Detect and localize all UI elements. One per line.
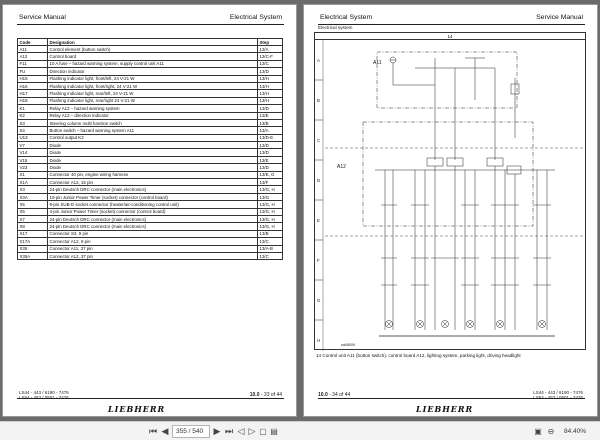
step-cell: 13/E: [258, 112, 283, 119]
header-rule: [318, 24, 585, 25]
code-cell: A12: [18, 53, 48, 60]
designation-cell: 24-pin Deutsch DRC connector (main electronics): [48, 215, 258, 222]
designation-cell: Connector A12, 9 pin: [48, 238, 258, 245]
designation-cell: Connector A12, 37 pin: [48, 252, 258, 259]
schematic-header: 14: [315, 33, 585, 40]
table-row: [18, 201, 283, 208]
table-row: [18, 223, 283, 230]
step-cell: 13/A-B: [258, 245, 283, 252]
next-page-icon[interactable]: ▶: [213, 426, 221, 436]
code-cell: K2: [18, 112, 48, 119]
designation-cell: Control output K2: [48, 134, 258, 141]
code-cell: X6: [18, 208, 48, 215]
footer-model-line: LS44 - 443 / 6190 - 7476: [19, 390, 69, 395]
table-row: [18, 53, 283, 60]
step-cell: 13/H: [258, 97, 283, 104]
step-cell: 13/D-E: [258, 134, 283, 141]
table-row: [18, 119, 283, 126]
table-row: [18, 112, 283, 119]
zoom-out-icon[interactable]: ⊖: [547, 427, 555, 436]
header-left-text: Electrical System: [320, 14, 373, 21]
designation-cell: Diode: [48, 149, 258, 156]
table-row: [18, 193, 283, 200]
header-rule: [17, 24, 284, 25]
label-a12: A12: [337, 164, 346, 170]
code-cell: X17: [18, 230, 48, 237]
footer-rule: [17, 398, 284, 399]
table-row: [18, 90, 283, 97]
table-row: [18, 156, 283, 163]
table-header-designation: Designation: [48, 39, 258, 46]
code-cell: V23: [18, 164, 48, 171]
step-cell: 13/H: [258, 75, 283, 82]
footer-model-line: LS44 - 443 / 6190 - 7476: [533, 390, 583, 395]
designation-cell: Steering column multi function switch: [48, 119, 258, 126]
code-cell: H17: [18, 90, 48, 97]
step-cell: 13/G: [258, 193, 283, 200]
header-left-text: Service Manual: [19, 14, 66, 21]
designation-cell: Diode: [48, 164, 258, 171]
schematic-frame: [314, 32, 586, 350]
step-cell: 13/H: [258, 82, 283, 89]
step-cell: 13/D: [258, 142, 283, 149]
designation-cell: Connector A11, 37 pin: [48, 245, 258, 252]
code-cell: X1A: [18, 179, 48, 186]
footer-rule: [318, 398, 585, 399]
table-row: [18, 142, 283, 149]
table-row: [18, 127, 283, 134]
table-row: [18, 230, 283, 237]
designation-cell: Relay A12 – direction indicator: [48, 112, 258, 119]
footer-page-count: - 33 of 44: [259, 392, 282, 398]
step-cell: 13/G, H: [258, 223, 283, 230]
designation-cell: Connector 40 pin, engine wiring harness: [48, 171, 258, 178]
designation-cell: Diode: [48, 142, 258, 149]
footer-page-count: - 34 of 44: [327, 392, 351, 398]
table-row: [18, 105, 283, 112]
code-cell: H16: [18, 82, 48, 89]
table-body: [18, 46, 283, 260]
drawing-number: ea08009: [341, 343, 355, 347]
row-letter: H: [317, 338, 321, 343]
label-a11: A11: [373, 60, 382, 66]
table-row: [18, 68, 283, 75]
row-letter: G: [317, 298, 321, 303]
wiring-schematic: [315, 40, 587, 351]
step-cell: 13/D: [258, 164, 283, 171]
code-cell: X35: [18, 245, 48, 252]
figure-caption: 14 Control unit A11 (button switch), control board A12, lighting system, parking light, driving headlight: [316, 353, 521, 358]
table-row: [18, 179, 283, 186]
step-cell: 13/G, H: [258, 215, 283, 222]
designation-cell: Relay A12 – hazard warning system: [48, 105, 258, 112]
table-row: [18, 238, 283, 245]
step-cell: 13/G, H: [258, 208, 283, 215]
back-icon[interactable]: ◁: [237, 426, 245, 436]
designation-cell: Connector S3, 9 pin: [48, 230, 258, 237]
row-letter: F: [317, 258, 320, 263]
code-cell: A11: [18, 46, 48, 53]
code-table: [17, 38, 283, 260]
table-row: [18, 215, 283, 222]
designation-cell: 10-pin Junior Power Timer (socket) connector (control board): [48, 193, 258, 200]
step-cell: 13/D: [258, 105, 283, 112]
footer-model-line: LS54 - 453 / 0501 - 7476: [19, 395, 69, 401]
forward-icon[interactable]: ▷: [248, 426, 256, 436]
designation-cell: Flashing indicator light, rear/left, 24 V-21 W: [48, 90, 258, 97]
code-cell: FU: [18, 68, 48, 75]
designation-cell: Control board: [48, 53, 258, 60]
designation-cell: Connector A12, 15 pin: [48, 179, 258, 186]
table-row: [18, 171, 283, 178]
designation-cell: 24-pin Deutsch DRC connector (main electronics): [48, 186, 258, 193]
code-cell: V7: [18, 142, 48, 149]
code-cell: X8: [18, 223, 48, 230]
code-cell: V14: [18, 149, 48, 156]
code-cell: F11: [18, 60, 48, 67]
table-row: [18, 134, 283, 141]
row-letter: B: [317, 98, 320, 103]
footer-model-line: LS54 - 453 / 0501 - 7476: [533, 395, 583, 401]
table-header-step: Step: [258, 39, 283, 46]
designation-cell: 9-pin SUB-D socket connector (heater/air-conditioning control unit): [48, 201, 258, 208]
step-cell: 13/E, G: [258, 171, 283, 178]
page-left: [2, 4, 297, 417]
sub-header-text: Electrical system: [318, 25, 353, 30]
row-letter: D: [317, 178, 321, 183]
previous-page-icon[interactable]: ◀: [161, 426, 169, 436]
step-cell: 13/C: [258, 60, 283, 67]
code-cell: X1: [18, 171, 48, 178]
table-row: [18, 75, 283, 82]
designation-cell: Control element (button switch): [48, 46, 258, 53]
header-right-text: Service Manual: [536, 14, 583, 21]
liebherr-logo: LIEBHERR: [416, 404, 474, 414]
first-page-icon[interactable]: ⏮: [148, 426, 158, 436]
zoom-level[interactable]: 84.40%: [564, 428, 587, 435]
stop-icon[interactable]: ▢: [259, 427, 267, 436]
table-row: [18, 60, 283, 67]
header-right-text: Electrical System: [229, 14, 282, 21]
designation-cell: 4-pin Junior Power Timer (socket) connector (control board): [48, 208, 258, 215]
code-cell: U13: [18, 134, 48, 141]
footer-section: 10.0: [318, 392, 328, 398]
step-cell: 13/B: [258, 230, 283, 237]
table-row: [18, 208, 283, 215]
page-right: [303, 4, 598, 417]
row-letter: C: [317, 138, 321, 143]
step-cell: 13/D: [258, 149, 283, 156]
step-cell: 13/B: [258, 119, 283, 126]
code-cell: S4: [18, 127, 48, 134]
step-cell: 13/F: [258, 179, 283, 186]
table-header-code: Code: [18, 39, 48, 46]
designation-cell: Direction indicator: [48, 68, 258, 75]
designation-cell: Flashing indicator light, front/left, 24 V-21 W: [48, 75, 258, 82]
step-cell: 13/C: [258, 238, 283, 245]
table-row: [18, 46, 283, 53]
code-cell: X17A: [18, 238, 48, 245]
table-row: [18, 252, 283, 259]
last-page-icon[interactable]: ⏭: [224, 426, 234, 436]
viewer-toolbar: [0, 421, 600, 440]
table-row: [18, 186, 283, 193]
step-cell: 13/D: [258, 68, 283, 75]
step-cell: 13/A: [258, 127, 283, 134]
row-letter: E: [317, 218, 320, 223]
step-cell: 13/C: [258, 252, 283, 259]
code-cell: X3A: [18, 193, 48, 200]
designation-cell: 24-pin Deutsch DRC connector (main electronics): [48, 223, 258, 230]
code-cell: H15: [18, 75, 48, 82]
table-row: [18, 149, 283, 156]
table-row: [18, 245, 283, 252]
designation-cell: Flashing indicator light, rear/right 24 V-21 W: [48, 97, 258, 104]
step-cell: 13/G, H: [258, 186, 283, 193]
table-row: [18, 164, 283, 171]
code-cell: X35A: [18, 252, 48, 259]
designation-cell: Flashing indicator light, front/right, 24 V-21 W: [48, 82, 258, 89]
code-cell: S3: [18, 119, 48, 126]
page-number-input[interactable]: 355 / 540: [172, 425, 210, 438]
code-cell: X5: [18, 201, 48, 208]
step-cell: 13/A: [258, 46, 283, 53]
step-cell: 13/E: [258, 156, 283, 163]
code-cell: V15: [18, 156, 48, 163]
footer-section: 10.0: [249, 392, 260, 398]
designation-cell: Button switch – hazard warning system A11: [48, 127, 258, 134]
step-cell: 13/H: [258, 90, 283, 97]
designation-cell: Diode: [48, 156, 258, 163]
step-cell: 13/G, H: [258, 201, 283, 208]
zoom-fit-icon[interactable]: ▣: [534, 427, 542, 436]
row-letter: A: [317, 58, 320, 63]
step-cell: 13/C-F: [258, 53, 283, 60]
liebherr-logo: LIEBHERR: [108, 404, 166, 414]
code-cell: X7: [18, 215, 48, 222]
code-cell: H18: [18, 97, 48, 104]
table-row: [18, 97, 283, 104]
code-cell: X3: [18, 186, 48, 193]
fit-width-icon[interactable]: ▤: [270, 427, 278, 436]
designation-cell: 10 A fuse – hazard warning system, supply control unit A11: [48, 60, 258, 67]
table-row: [18, 82, 283, 89]
code-cell: K1: [18, 105, 48, 112]
